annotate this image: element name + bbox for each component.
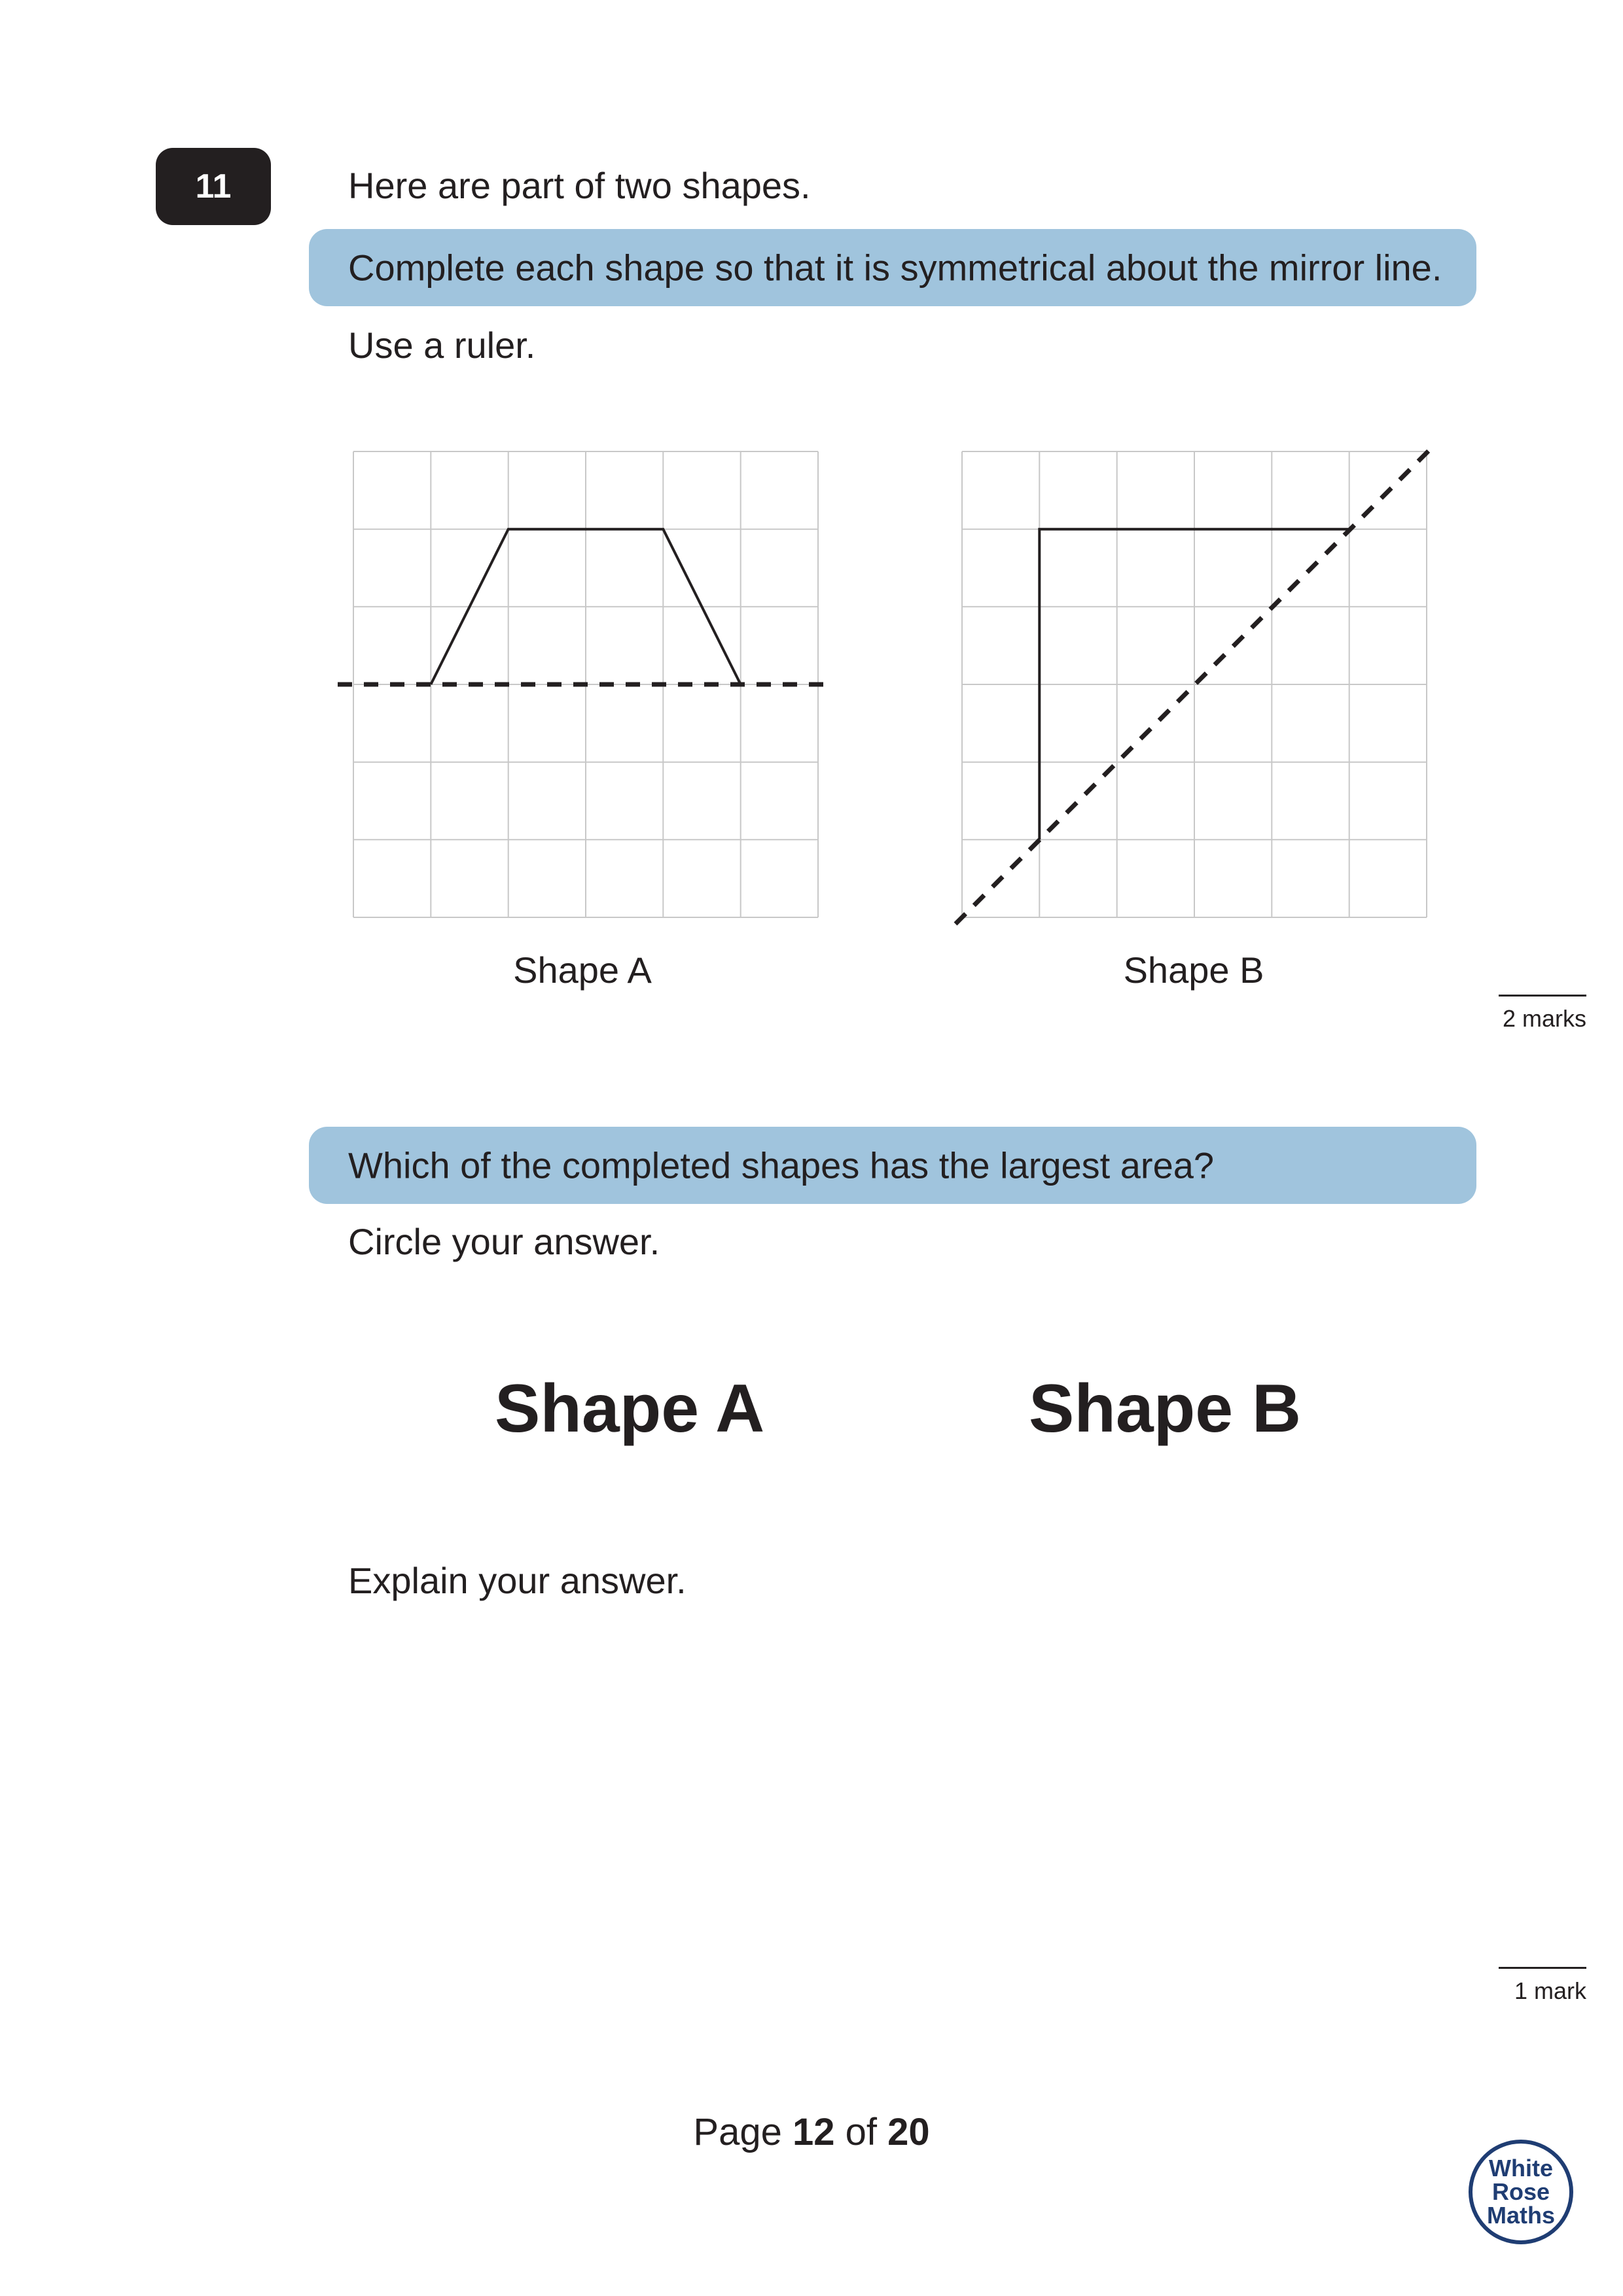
question-intro: Here are part of two shapes. xyxy=(348,165,811,206)
marks-label-2: 1 mark xyxy=(1514,1977,1586,2004)
marks-label-1: 2 marks xyxy=(1502,1005,1586,1032)
shape-b-grid xyxy=(952,445,1436,916)
marks-line-1 xyxy=(1499,995,1586,997)
circle-note: Circle your answer. xyxy=(348,1221,660,1262)
white-rose-maths-logo: White Rose Maths xyxy=(1469,2140,1573,2244)
shape-a-caption: Shape A xyxy=(513,949,652,991)
question-number: 11 xyxy=(156,148,271,225)
answer-option-shape-b[interactable]: Shape B xyxy=(1029,1371,1302,1447)
explain-note: Explain your answer. xyxy=(348,1560,687,1601)
shape-b-diagram xyxy=(952,445,1436,916)
answer-option-shape-a[interactable]: Shape A xyxy=(495,1371,765,1447)
ruler-note: Use a ruler. xyxy=(348,325,536,366)
instruction-band-2 xyxy=(309,1127,1476,1204)
marks-line-2 xyxy=(1499,1967,1586,1969)
shape-a-grid xyxy=(340,445,825,916)
shape-b-caption: Shape B xyxy=(1123,949,1264,991)
shape-a-diagram xyxy=(340,445,825,916)
instruction-text-1: Complete each shape so that it is symmetrical about the mirror line. xyxy=(348,247,1442,289)
instruction-band-1 xyxy=(309,229,1476,306)
instruction-text-2: Which of the completed shapes has the largest area? xyxy=(348,1144,1214,1186)
page-number: Page 12 of 20 xyxy=(693,2111,930,2153)
